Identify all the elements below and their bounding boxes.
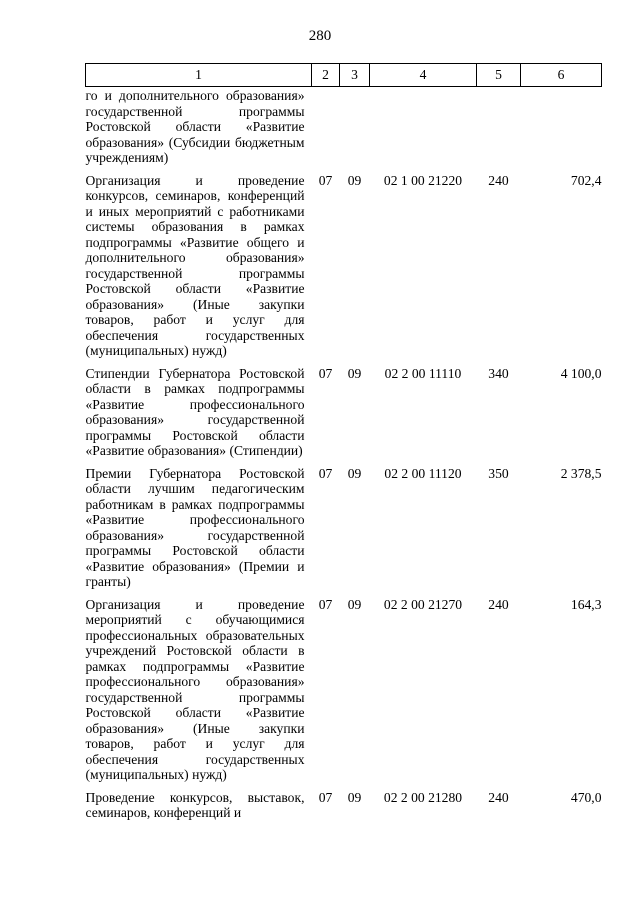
table-row <box>86 87 602 173</box>
row-subsection: 09 <box>347 596 362 612</box>
row-description: го и дополнительного образования» государственной программы Ростовской области «Развитие образования» (Субсидии бюджетным учреждениям) <box>85 88 305 165</box>
header-col-1: 1 <box>86 64 312 87</box>
row-section: 07 <box>318 596 333 612</box>
header-col-6: 6 <box>521 64 602 87</box>
table-row <box>86 366 602 466</box>
row-subsection: 09 <box>347 465 362 481</box>
page-number: 280 <box>308 28 332 44</box>
row-expense-type: 240 <box>488 172 509 188</box>
row-target-code: 02 2 00 21270 <box>383 596 463 612</box>
row-description: Стипендии Губернатора Ростовской области в рамках подпрограммы «Развитие профессионального образования» государственной программы Ростовской области «Развитие образования» (Стипендии) <box>85 365 305 458</box>
row-amount: 164,3 <box>570 596 602 612</box>
header-col-4: 4 <box>370 64 477 87</box>
row-section <box>312 87 340 173</box>
row-description: Организация и проведение конкурсов, семинаров, конференций и иных мероприятий с работниками системы образования в рамках подпрограммы «Развитие общего и дополнительного образования» государственной программы Ростовской области «Развитие образования» (Иные закупки товаров, работ и услуг для обеспечения государственных (муниципальных) нужд) <box>85 172 305 358</box>
header-col-3: 3 <box>340 64 370 87</box>
row-expense-type <box>477 87 521 173</box>
row-amount: 470,0 <box>570 789 602 805</box>
row-description: Проведение конкурсов, выставок, семинаров, конференций и <box>85 789 305 820</box>
row-expense-type: 240 <box>488 596 509 612</box>
row-amount <box>521 87 602 173</box>
row-target-code: 02 2 00 11120 <box>384 465 462 481</box>
table-row <box>86 597 602 790</box>
row-section: 07 <box>318 172 333 188</box>
row-description: Организация и проведение мероприятий с обучающимися профессиональных образовательных учреждений Ростовской области в рамках подпрограммы «Развитие профессионального образования» государственной программы Ростовской области «Развитие образования» (Иные закупки товаров, работ и услуг для обеспечения государственных (муниципальных) нужд) <box>85 596 305 782</box>
table-row <box>86 790 602 828</box>
row-section: 07 <box>318 465 333 481</box>
table-row <box>86 173 602 366</box>
row-target-code <box>370 87 477 173</box>
row-subsection: 09 <box>347 365 362 381</box>
header-row <box>86 64 602 87</box>
header-col-5: 5 <box>477 64 521 87</box>
row-amount: 2 378,5 <box>560 465 602 481</box>
row-section: 07 <box>318 365 333 381</box>
row-expense-type: 340 <box>488 365 509 381</box>
row-expense-type: 240 <box>488 789 509 805</box>
row-description: Премии Губернатора Ростовской области лучшим педагогическим работникам в рамках подпрограммы «Развитие профессионального образования» государственной программы Ростовской области «Развитие образования» (Премии и гранты) <box>85 465 305 589</box>
table-row <box>86 466 602 597</box>
row-subsection: 09 <box>347 789 362 805</box>
budget-table <box>85 63 602 828</box>
row-section: 07 <box>318 789 333 805</box>
row-expense-type: 350 <box>488 465 509 481</box>
header-col-2: 2 <box>312 64 340 87</box>
row-target-code: 02 2 00 21280 <box>383 789 463 805</box>
row-subsection: 09 <box>347 172 362 188</box>
row-target-code: 02 1 00 21220 <box>383 172 463 188</box>
row-subsection <box>340 87 370 173</box>
row-amount: 4 100,0 <box>560 365 602 381</box>
row-target-code: 02 2 00 11110 <box>384 365 462 381</box>
row-amount: 702,4 <box>570 172 602 188</box>
